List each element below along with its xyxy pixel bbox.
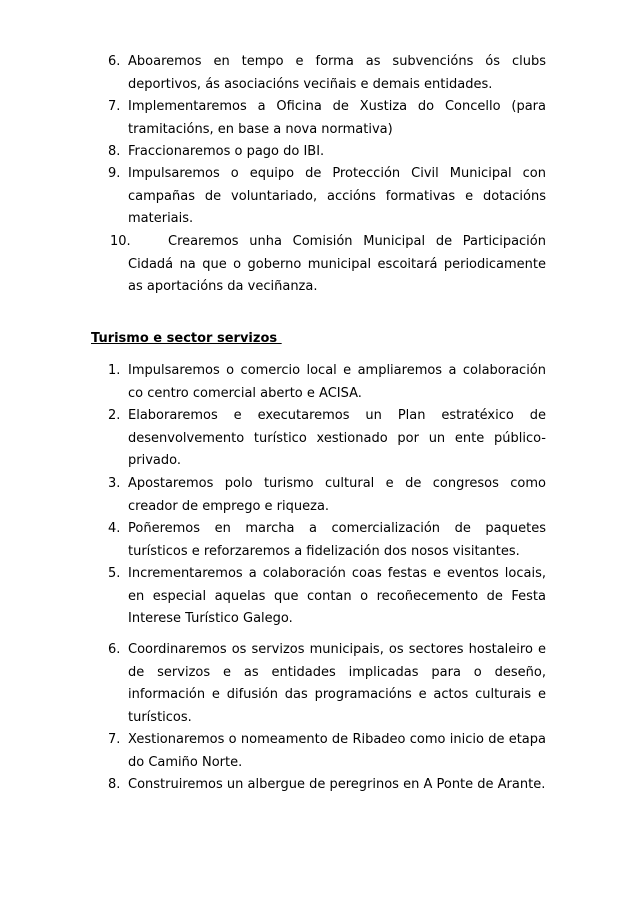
list-item bbox=[108, 774, 546, 797]
list-item bbox=[108, 231, 546, 299]
list-item-text: Incrementaremos a colaboración coas festas e eventos locais, en especial aquelas que contan o recoñecemento de Festa Interese Turístico Galego. bbox=[128, 566, 546, 627]
list-item bbox=[108, 729, 546, 774]
list-item-text: Poñeremos en marcha a comercialización de paquetes turísticos e reforzaremos a fidelización dos nosos visitantes. bbox=[128, 521, 546, 559]
list-item-number: 7. bbox=[108, 99, 121, 114]
list-item-number: 1. bbox=[108, 363, 121, 378]
list-item-text: Construiremos un albergue de peregrinos en A Ponte de Arante. bbox=[128, 777, 546, 792]
list-item bbox=[108, 51, 546, 96]
list-item-number: 5. bbox=[108, 566, 121, 581]
list-item-number: 4. bbox=[108, 521, 121, 536]
list-item bbox=[108, 96, 546, 141]
list-item-number: 8. bbox=[108, 144, 121, 159]
list-item bbox=[108, 639, 546, 729]
list-item-text: Xestionaremos o nomeamento de Ribadeo como inicio de etapa do Camiño Norte. bbox=[128, 732, 546, 770]
list-item bbox=[108, 141, 546, 164]
list-item-number: 3. bbox=[108, 476, 121, 491]
list-item-text: Coordinaremos os servizos municipais, os sectores hostaleiro e de servizos e as entidades implicadas para o deseño, información e difusión das programacións e actos culturais e turísticos. bbox=[128, 642, 546, 725]
list-item bbox=[108, 473, 546, 518]
list-item-number: 2. bbox=[108, 408, 121, 423]
list-item-text: Fraccionaremos o pago do IBI. bbox=[128, 144, 325, 159]
list-item-text: Impulsaremos o comercio local e ampliaremos a colaboración co centro comercial aberto e ACISA. bbox=[128, 363, 546, 401]
list-item-number: 7. bbox=[108, 732, 121, 747]
list-item-number: 6. bbox=[108, 54, 121, 69]
list-item bbox=[108, 563, 546, 631]
list-item bbox=[108, 405, 546, 473]
list-item-text: Apostaremos polo turismo cultural e de congresos como creador de emprego e riqueza. bbox=[128, 476, 546, 514]
list-item-text: Elaboraremos e executaremos un Plan estratéxico de desenvolvemento turístico xestionado por un ente público-privado. bbox=[128, 408, 546, 469]
list-item bbox=[108, 360, 546, 405]
list-item bbox=[108, 518, 546, 563]
list-item-number: 9. bbox=[108, 166, 121, 181]
list-item-text: Aboaremos en tempo e forma as subvencións ós clubs deportivos, ás asociacións veciñais e demais entidades. bbox=[128, 54, 546, 92]
list-item-number: 8. bbox=[108, 777, 121, 792]
list-item-text: Implementaremos a Oficina de Xustiza do Concello (para tramitacións, en base a nova normativa) bbox=[128, 99, 546, 137]
list-item-number: 10. bbox=[110, 234, 131, 249]
list-item-number: 6. bbox=[108, 642, 121, 657]
list-item-text: Impulsaremos o equipo de Protección Civil Municipal con campañas de voluntariado, accións formativas e dotacións materiais. bbox=[128, 166, 546, 227]
list-item-text: Crearemos unha Comisión Municipal de Participación Cidadá na que o goberno municipal escoitará periodicamente as aportacións da veciñanza. bbox=[128, 234, 546, 295]
list-item bbox=[108, 163, 546, 231]
section-heading: Turismo e sector servizos bbox=[91, 331, 282, 346]
